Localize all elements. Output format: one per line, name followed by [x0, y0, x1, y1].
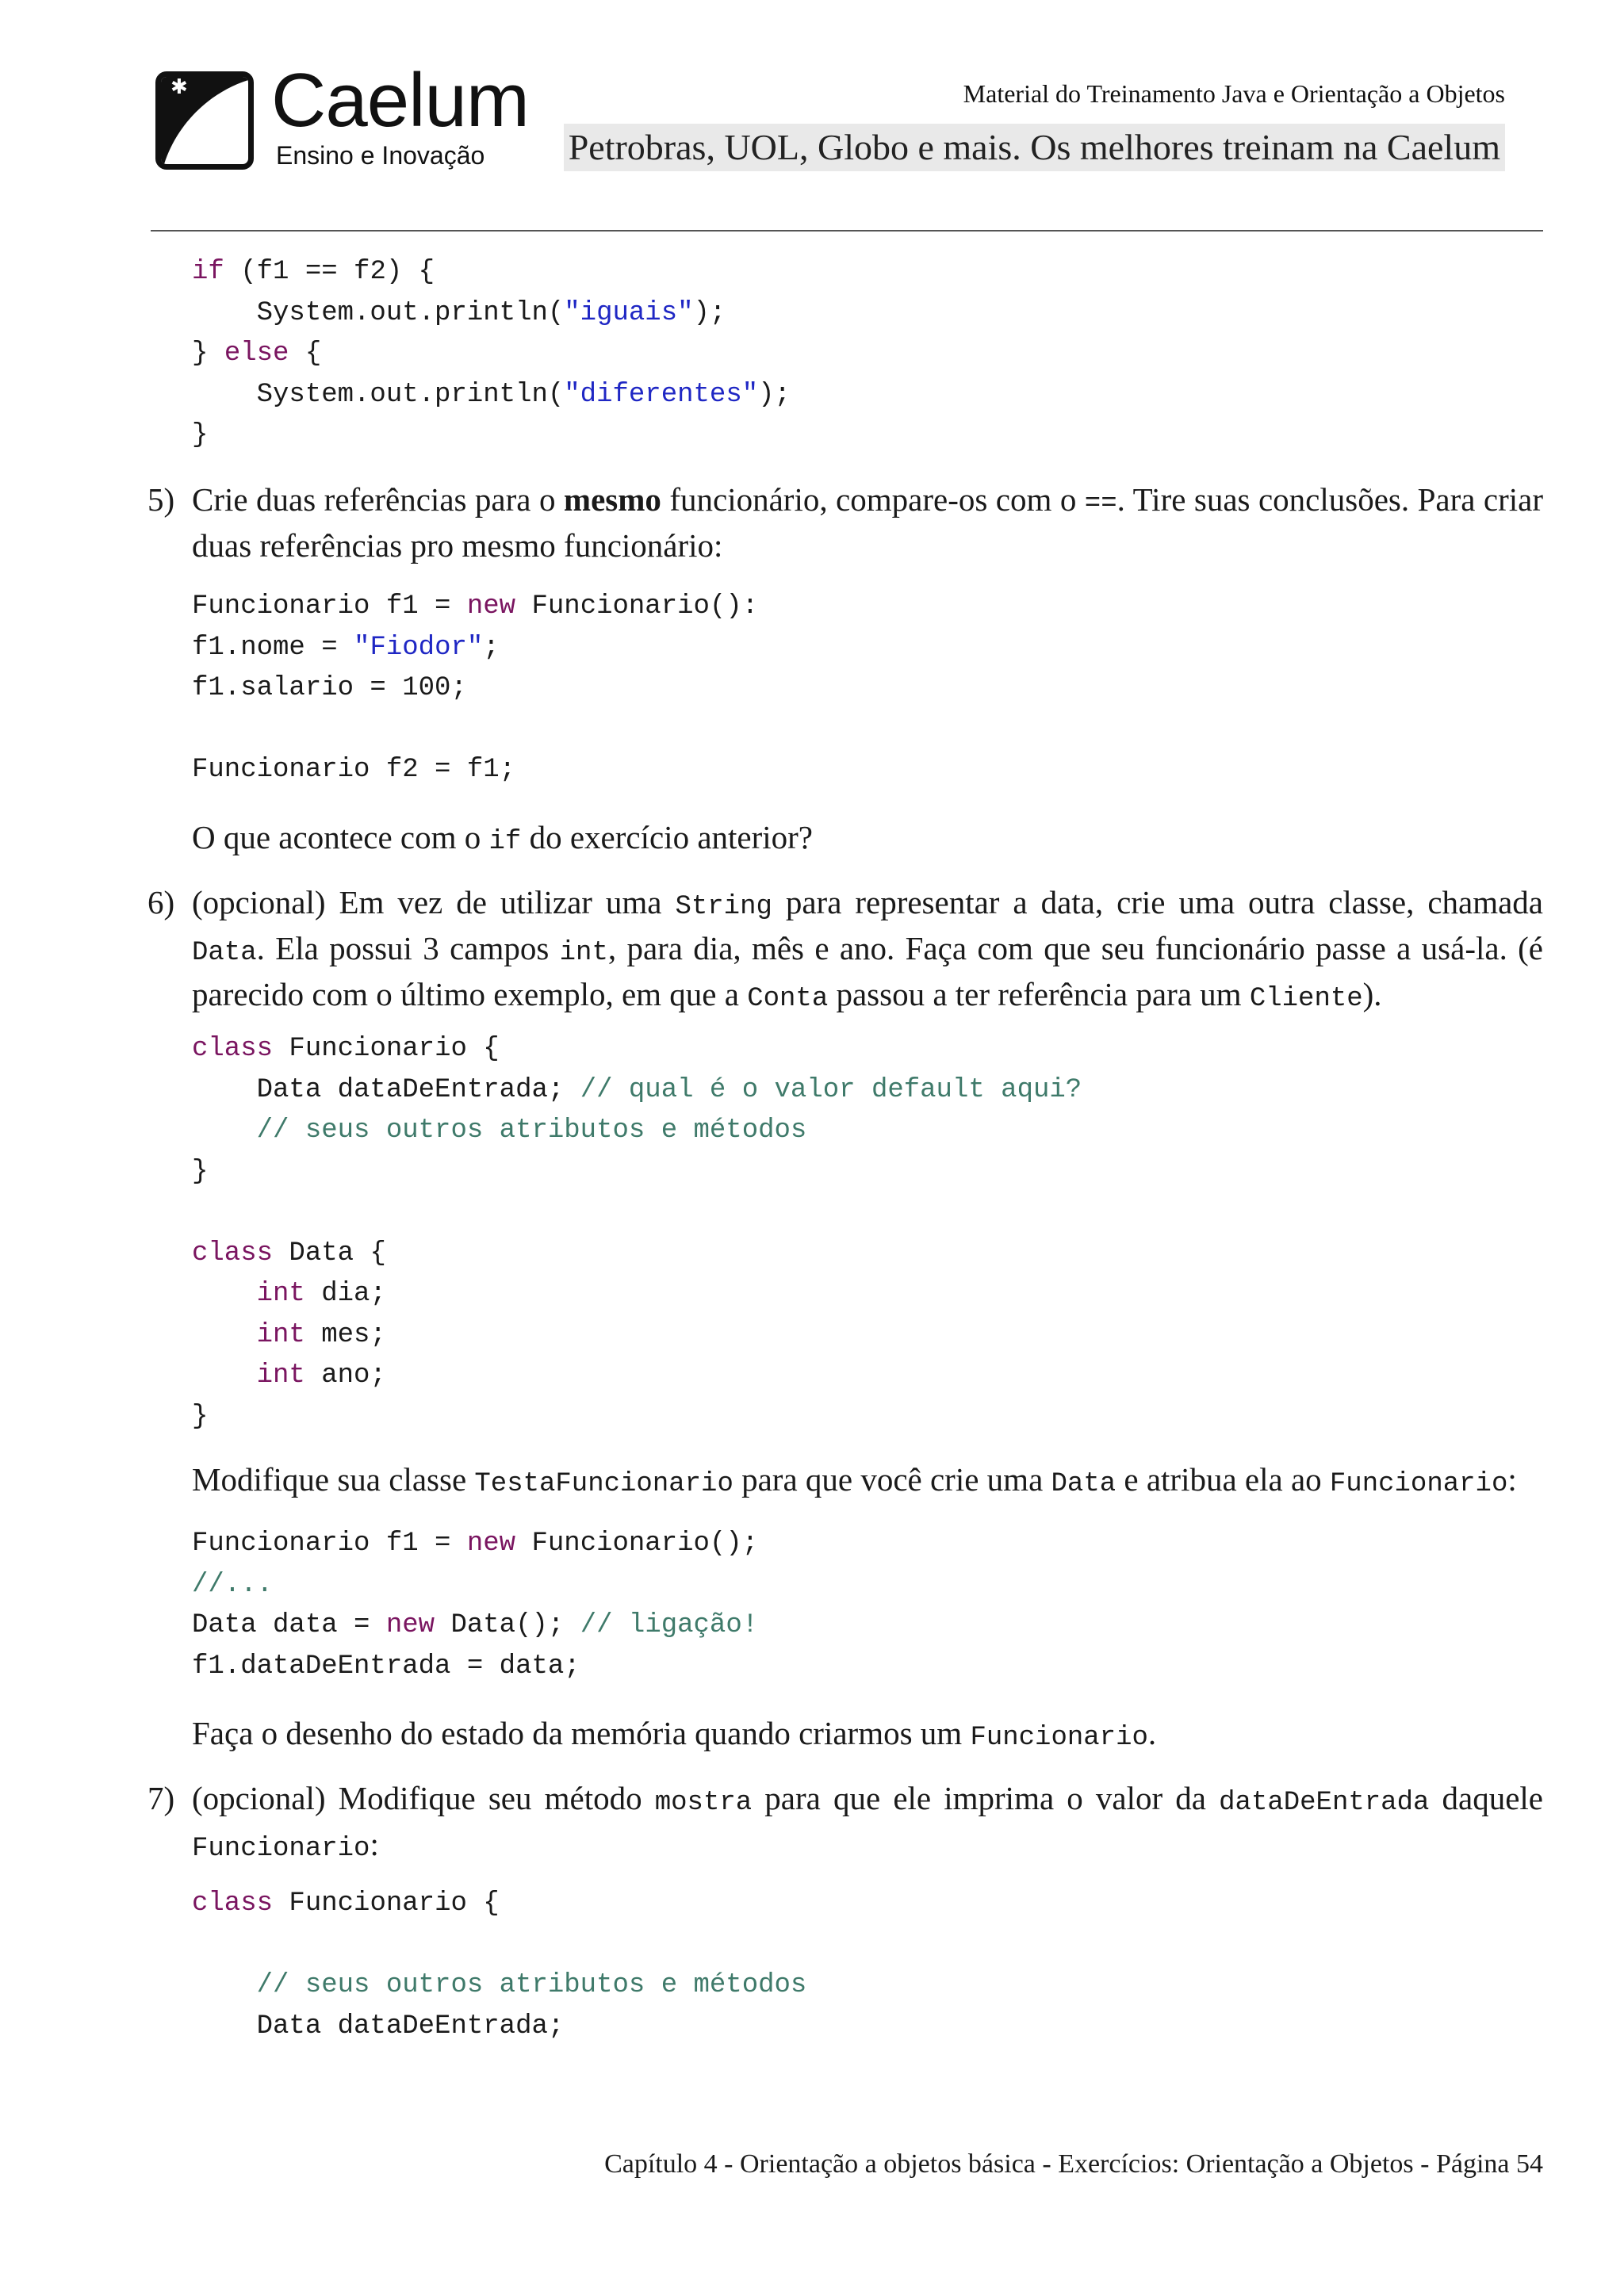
code-text: System.out.println(	[192, 297, 565, 328]
code-text: mes;	[304, 1319, 386, 1350]
inline-code: String	[675, 892, 772, 922]
page-footer: Capítulo 4 - Orientação a objetos básica - Exercícios: Orientação a Objetos - Página 54	[604, 2149, 1543, 2179]
code-keyword: class	[192, 1888, 274, 1919]
item5-text	[192, 479, 1543, 566]
code-text: );	[758, 379, 791, 410]
text: . Ela possui 3 campos	[256, 930, 560, 966]
code-block-item6	[192, 1029, 1540, 1437]
code-text: Data dataDeEntrada;	[192, 2011, 565, 2042]
code-block-if	[192, 252, 1540, 457]
inline-code: if	[488, 827, 522, 857]
text: Crie duas referências para o	[192, 481, 564, 518]
code-text: Funcionario();	[515, 1529, 759, 1559]
inline-code: int	[559, 938, 608, 968]
code-block-item7	[192, 1884, 1540, 2047]
tagline: Petrobras, UOL, Globo e mais. Os melhores treinam na Caelum	[564, 124, 1505, 171]
text: Modifique sua classe	[192, 1461, 475, 1498]
text: e atribua ela ao	[1116, 1461, 1330, 1498]
inline-code: Conta	[747, 984, 829, 1014]
inline-code: Funcionario	[1329, 1469, 1508, 1499]
code-text: Funcionario {	[273, 1034, 500, 1064]
logo-subtitle: Ensino e Inovação	[276, 141, 485, 170]
code-text: }	[192, 420, 209, 450]
code-text: Funcionario f2 = f1;	[192, 755, 516, 785]
code-comment: // seus outros atributos e métodos	[192, 1115, 807, 1146]
code-keyword: class	[192, 1238, 274, 1269]
logo-name: Caelum	[271, 58, 529, 143]
code-text: }	[192, 339, 224, 369]
text: do exercício anterior?	[521, 819, 814, 855]
item7-text	[192, 1777, 1543, 1869]
code-text: (f1 == f2) {	[224, 257, 435, 287]
inline-code: mostra	[654, 1788, 753, 1818]
page-header	[0, 0, 1624, 238]
text: para que você crie uma	[733, 1461, 1051, 1498]
code-text: ano;	[304, 1360, 386, 1391]
caelum-logo-icon	[155, 71, 254, 170]
material-title: Material do Treinamento Java e Orientação a Objetos	[963, 79, 1505, 108]
code-block-item6-data	[192, 1524, 1540, 1687]
code-block-item5	[192, 587, 1540, 791]
item-number: 7)	[147, 1780, 175, 1816]
star-icon: ✱	[170, 75, 188, 99]
code-keyword: else	[224, 339, 289, 369]
code-text: ;	[483, 632, 500, 663]
code-text: System.out.println(	[192, 379, 565, 410]
text: para representar a data, crie uma outra classe, chamada	[772, 884, 1543, 920]
text: para que ele imprima o valor da	[752, 1780, 1220, 1816]
inline-code: Data	[1051, 1469, 1116, 1499]
header-divider	[151, 230, 1543, 232]
code-keyword: int	[256, 1360, 305, 1391]
item6-draw-text	[192, 1712, 1543, 1758]
bold-text: mesmo	[563, 481, 661, 518]
text: funcionário, compare-os com o	[661, 481, 1085, 518]
code-comment: // qual é o valor default aqui?	[580, 1074, 1082, 1105]
code-text: );	[693, 297, 726, 328]
caelum-logo	[155, 58, 529, 179]
text: passou a ter referência para um	[828, 976, 1250, 1012]
inline-code: Funcionario	[970, 1723, 1148, 1753]
code-text: Data data =	[192, 1610, 386, 1640]
code-keyword: new	[466, 1529, 516, 1559]
inline-code: Cliente	[1249, 984, 1363, 1014]
item6-text	[192, 882, 1543, 1020]
code-comment: // seus outros atributos e métodos	[192, 1970, 807, 2000]
code-text: Data dataDeEntrada;	[192, 1074, 580, 1105]
code-text: {	[289, 339, 322, 369]
inline-code: Data	[192, 938, 257, 968]
code-keyword: class	[192, 1034, 274, 1064]
code-text: f1.salario = 100;	[192, 673, 467, 703]
code-string: "iguais"	[564, 297, 694, 328]
item-number: 6)	[147, 884, 175, 920]
text: :	[1507, 1461, 1517, 1498]
code-keyword: int	[256, 1319, 305, 1350]
code-text: Data {	[273, 1238, 386, 1269]
text: , para dia, mês e ano. Faça com que seu funcionário passe a usá-la. (é parecido com o último exemplo, em que a	[192, 930, 1543, 1012]
text: O que acontece com o	[192, 819, 489, 855]
text: .	[1147, 1715, 1157, 1751]
text: Faça o desenho do estado da memória quando criarmos um	[192, 1715, 971, 1751]
item5-question	[192, 817, 1543, 863]
code-keyword: if	[192, 257, 224, 287]
text: ).	[1362, 976, 1382, 1012]
code-text: dia;	[304, 1279, 386, 1309]
code-text: Funcionario f1 =	[192, 1529, 467, 1559]
code-keyword: int	[256, 1279, 305, 1309]
code-text: Funcionario():	[515, 591, 759, 622]
code-string: "Fiodor"	[354, 632, 484, 663]
code-text: }	[192, 1401, 209, 1432]
item6-modify-text	[192, 1459, 1543, 1505]
inline-code: Funcionario	[192, 1834, 370, 1864]
code-string: "diferentes"	[564, 379, 759, 410]
code-text: f1.nome =	[192, 632, 354, 663]
text: . Tire suas conclusões. Para criar duas referências pro mesmo funcionário:	[192, 481, 1543, 564]
inline-code: ==	[1084, 489, 1117, 519]
code-text: Funcionario f1 =	[192, 591, 467, 622]
inline-code: dataDeEntrada	[1219, 1788, 1430, 1818]
inline-code: TestaFuncionario	[474, 1469, 733, 1499]
code-text: Data();	[435, 1610, 580, 1640]
code-text: Funcionario {	[273, 1888, 500, 1919]
code-text: }	[192, 1156, 209, 1187]
text: daquele	[1429, 1780, 1544, 1816]
text: :	[370, 1826, 379, 1862]
item-number: 5)	[147, 481, 175, 518]
code-keyword: new	[385, 1610, 435, 1640]
text: (opcional) Modifique seu método	[192, 1780, 655, 1816]
text: (opcional) Em vez de utilizar uma	[192, 884, 676, 920]
code-text: f1.dataDeEntrada = data;	[192, 1651, 580, 1682]
code-keyword: new	[466, 591, 516, 622]
code-comment: // ligação!	[580, 1610, 759, 1640]
code-comment: //...	[192, 1569, 274, 1600]
